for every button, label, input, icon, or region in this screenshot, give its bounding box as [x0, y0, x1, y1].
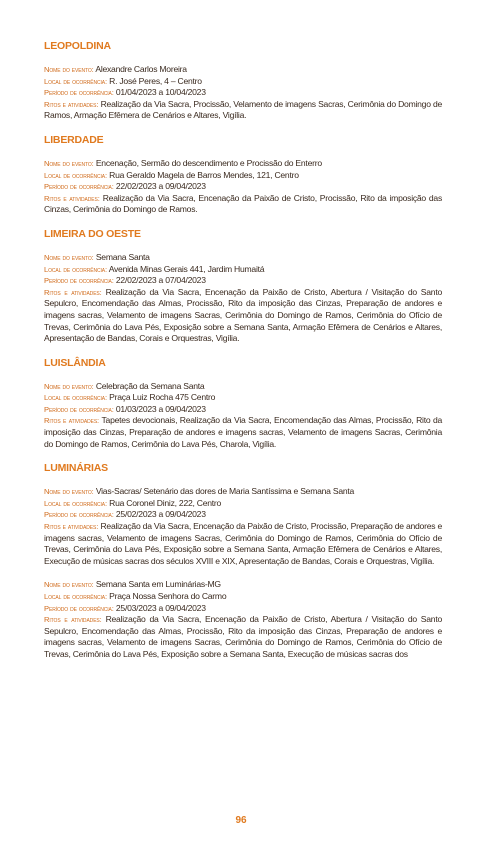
- field-label-periodo: Período de ocorrência:: [44, 276, 114, 286]
- field-value-local: Praça Nossa Senhora do Carmo: [109, 591, 227, 601]
- field-label-local: Local de ocorrência:: [44, 264, 108, 274]
- field-value-periodo: 22/02/2023 a 09/04/2023: [115, 181, 206, 192]
- field-value-local: Rua Geraldo Magela de Barros Mendes, 121, Centro: [109, 169, 299, 180]
- field-value-ritos: Tapetes devocionais, Realização da Via Sacra, Encomendação das Almas, Procissão, Rito da imposição das Cinzas, Preparação de andores e imagens sacras, Velamento de imagens Sacras, Cerimônia do Domingo de Ramos, Cerimônia do Lava Pés, Charola, Vigília.: [44, 415, 443, 449]
- event-periodo-line: [44, 87, 442, 99]
- page-number: 96: [235, 815, 247, 826]
- event-ritos-line: [44, 614, 442, 660]
- field-label-ritos: Ritos e atividades:: [44, 615, 102, 625]
- event-local-line: [44, 76, 442, 88]
- event-local-line: [44, 170, 442, 182]
- field-value-ritos: Realização da Via Sacra, Procissão, Velamento de imagens Sacras, Cerimônia do Domingo de Ramos, Armação Efêmera de Cenários e Altares, Vigília.: [44, 98, 443, 121]
- field-value-periodo: 01/03/2023 a 09/04/2023: [115, 403, 206, 414]
- event-nome-line: [44, 158, 442, 170]
- field-label-nome: Nome do evento:: [44, 158, 94, 168]
- field-label-ritos: Ritos e atividades:: [44, 287, 102, 297]
- field-value-local: Praça Luiz Rocha 475 Centro: [109, 392, 216, 403]
- event-ritos-line: [44, 415, 442, 450]
- field-value-nome: Vias-Sacras/ Setenário das dores de Maria Santíssima e Semana Santa: [95, 486, 355, 497]
- field-label-ritos: Ritos e atividades:: [44, 99, 99, 109]
- event-nome-line: [44, 579, 442, 591]
- event-periodo-line: [44, 404, 442, 416]
- event-periodo-line: [44, 275, 442, 287]
- event-periodo-line: [44, 509, 442, 521]
- field-value-nome: Semana Santa em Luminárias-MG: [95, 579, 221, 590]
- event-local-line: [44, 392, 442, 404]
- event-nome-line: [44, 252, 442, 264]
- city-heading: LUISLÂNDIA: [44, 356, 106, 369]
- event-ritos-line: [44, 99, 442, 122]
- event-nome-line: [44, 381, 442, 393]
- event-ritos-line: [44, 193, 442, 216]
- field-label-periodo: Período de ocorrência:: [44, 510, 114, 520]
- field-label-local: Local de ocorrência:: [44, 170, 108, 180]
- event-nome-line: [44, 486, 442, 498]
- city-heading: LIBERDADE: [44, 133, 104, 146]
- field-label-nome: Nome do evento:: [44, 580, 94, 590]
- document-body: [44, 40, 442, 673]
- field-value-local: R. José Peres, 4 – Centro: [109, 75, 202, 86]
- event-local-line: [44, 591, 442, 603]
- field-value-ritos: Realização da Via Sacra, Encenação da Paixão de Cristo, Procissão, Preparação de andores e imagens sacras, Velamento de imagens Sacras, Cerimônia do Domingo de Ramos, Cerimônia do Ofício de Trevas, Cerimônia do Lava Pés, Exposição sobre a Semana Santa, Armação Efêmera de Cenários e Altares, Execução de músicas sacras dos séculos XVIII e XIX, Apresentação de Bandas, Corais e Orquestras, Vigília.: [44, 521, 442, 566]
- field-value-nome: Alexandre Carlos Moreira: [95, 64, 187, 74]
- event-entry: [44, 579, 442, 660]
- field-label-ritos: Ritos e atividades:: [44, 522, 99, 532]
- city-heading: LUMINÁRIAS: [44, 462, 108, 475]
- field-label-nome: Nome do evento:: [44, 381, 94, 391]
- event-entry: [44, 64, 442, 122]
- field-value-periodo: 25/03/2023 a 09/04/2023: [115, 602, 206, 613]
- event-ritos-line: [44, 287, 442, 345]
- field-label-local: Local de ocorrência:: [44, 393, 108, 403]
- field-value-periodo: 22/02/2023 a 07/04/2023: [115, 275, 206, 286]
- field-label-ritos: Ritos e atividades:: [44, 416, 100, 426]
- field-label-local: Local de ocorrência:: [44, 592, 108, 601]
- field-value-local: Rua Coronel Diniz, 222, Centro: [109, 497, 222, 508]
- field-value-ritos: Realização da Via Sacra, Encenação da Paixão de Cristo, Abertura / Visitação do Santo Sepulcro, Encomendação das Almas, Procissão, Rito da imposição das Cinzas, Preparação de andores e imagens sacras, Velamento de imagens Sacras, Cerimônia do Domingo de Ramos, Cerimônia do Ofício de Trevas, Cerimônia do Lava Pés, Exposição sobre a Semana Santa, Execução de músicas sacras dos: [44, 614, 443, 659]
- field-value-nome: Celebração da Semana Santa: [95, 380, 205, 391]
- field-label-local: Local de ocorrência:: [44, 498, 108, 508]
- event-periodo-line: [44, 603, 442, 615]
- field-label-periodo: Período de ocorrência:: [44, 603, 114, 613]
- field-label-nome: Nome do evento:: [44, 65, 94, 74]
- field-value-nome: Semana Santa: [95, 251, 150, 262]
- city-heading: LEOPOLDINA: [44, 40, 111, 52]
- event-local-line: [44, 498, 442, 510]
- field-label-local: Local de ocorrência:: [44, 76, 108, 86]
- field-value-ritos: Realização da Via Sacra, Encenação da Paixão de Cristo, Abertura / Visitação do Santo Sepulcro, Encomendação das Almas, Procissão, Rito da imposição das Cinzas, Preparação de andores e imagens sacras, Velamento de imagens Sacras, Cerimônia do Domingo de Ramos, Cerimônia do Ofício de Trevas, Cerimônia do Lava Pés, Exposição sobre a Semana Santa, Armação Efêmera de Cenários e Altares, Apresentação de Bandas, Corais e Orquestras, Vigília.: [44, 286, 443, 344]
- field-label-ritos: Ritos e atividades:: [44, 193, 100, 203]
- event-entry: [44, 158, 442, 216]
- event-entry: [44, 252, 442, 345]
- field-label-nome: Nome do evento:: [44, 252, 94, 262]
- event-periodo-line: [44, 181, 442, 193]
- event-entry: [44, 486, 442, 567]
- city-heading: LIMEIRA DO OESTE: [44, 227, 141, 240]
- event-local-line: [44, 264, 442, 276]
- field-label-periodo: Período de ocorrência:: [44, 404, 114, 414]
- field-value-periodo: 01/04/2023 a 10/04/2023: [115, 87, 206, 98]
- field-label-nome: Nome do evento:: [44, 487, 94, 497]
- field-label-periodo: Período de ocorrência:: [44, 88, 114, 98]
- event-entry: [44, 381, 442, 451]
- field-value-periodo: 25/02/2023 a 09/04/2023: [115, 509, 206, 520]
- field-label-periodo: Período de ocorrência:: [44, 182, 114, 192]
- event-ritos-line: [44, 521, 442, 567]
- event-nome-line: [44, 64, 442, 76]
- field-value-nome: Encenação, Sermão do descendimento e Procissão do Enterro: [95, 157, 322, 168]
- field-value-ritos: Realização da Via Sacra, Encenação da Paixão de Cristo, Procissão, Rito da imposição das Cinzas, Cerimônia do Domingo de Ramos.: [44, 192, 442, 215]
- field-value-local: Avenida Minas Gerais 441, Jardim Humaitá: [108, 263, 265, 274]
